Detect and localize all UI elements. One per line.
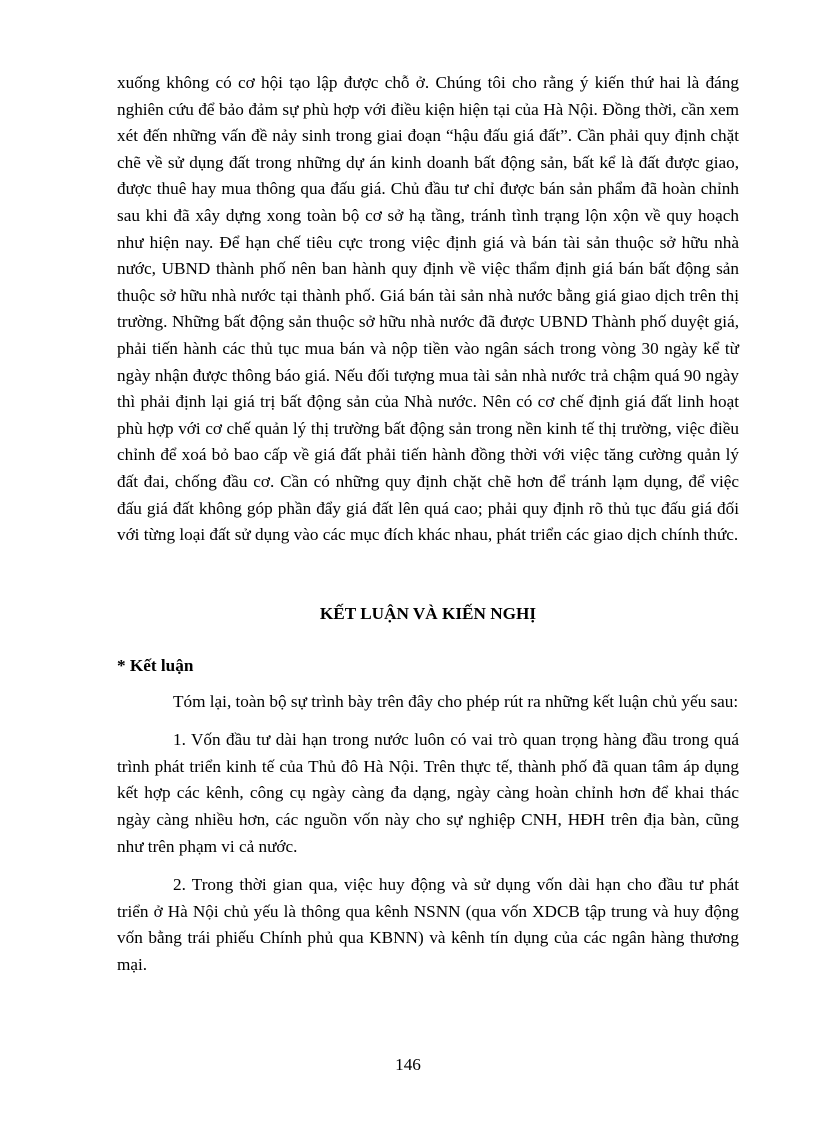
intro-paragraph: Tóm lại, toàn bộ sự trình bày trên đây cho phép rút ra những kết luận chủ yếu sau: (173, 691, 739, 711)
conclusion-item-2: 2. Trong thời gian qua, việc huy động và sử dụng vốn dài hạn cho đầu tư phát triển ở Hà Nội chủ yếu là thông qua kênh NSNN (qua vốn XDCB tập trung và huy động vốn bằng trái phiếu Chính phủ qua KBNN) và kênh tín dụng của các ngân hàng thương mại. (117, 875, 739, 975)
body-paragraph: xuống không có cơ hội tạo lập được chỗ ở. Chúng tôi cho rằng ý kiến thứ hai là đáng nghiên cứu để bảo đảm sự phù hợp với điều kiện hiện tại của Hà Nội. Đồng thời, cần xem xét đến những vấn đề nảy sinh trong giai đoạn “hậu đấu giá đất”. Cần phải quy định chặt chẽ về sử dụng đất trong những dự án kinh doanh bất động sản, bất kể là đất được giao, được thuê hay mua thông qua đấu giá. Chủ đầu tư chỉ được bán sản phẩm đã hoàn chỉnh sau khi đã xây dựng xong toàn bộ cơ sở hạ tầng, tránh tình trạng lộn xộn về quy hoạch như hiện nay. Để hạn chế tiêu cực trong việc định giá và bán tài sản thuộc sở hữu nhà nước, UBND thành phố nên ban hành quy định về việc thẩm định giá bán bất động sản thuộc sở hữu nhà nước tại thành phố. Giá bán tài sản nhà nước bằng giá giao dịch trên thị trường. Những bất động sản thuộc sở hữu nhà nước đã được UBND Thành phố duyệt giá, phải tiến hành các thủ tục mua bán và nộp tiền vào ngân sách trong vòng 30 ngày kể từ ngày nhận được thông báo giá. Nếu đối tượng mua tài sản nhà nước trả chậm quá 90 ngày thì phải định lại giá trị bất động sản của Nhà nước. Nên có cơ chế định giá đất linh hoạt phù hợp với cơ chế quản lý thị trường bất động sản trong nền kinh tế thị trường, việc điều chỉnh để xoá bỏ bao cấp về giá đất phải tiến hành đồng thời với việc tăng cường quản lý đất đai, chống đầu cơ. Cần có những quy định chặt chẽ hơn để tránh lạm dụng, để việc đấu giá đất không góp phần đẩy giá đất lên quá cao; phải quy định rõ thủ tục đấu giá đối với từng loại đất sử dụng vào các mục đích khác nhau, phát triển các giao dịch chính thức. (117, 73, 739, 545)
subheading: * Kết luận (117, 655, 194, 675)
conclusion-item-1: 1. Vốn đầu tư dài hạn trong nước luôn có vai trò quan trọng hàng đầu trong quá trình phát triển kinh tế của Thủ đô Hà Nội. Trên thực tế, thành phố đã quan tâm áp dụng kết hợp các kênh, công cụ ngày càng đa dạng, ngày càng hoàn chỉnh hơn để khai thác ngày càng nhiều hơn, các nguồn vốn này cho sự nghiệp CNH, HĐH trên địa bàn, cũng như trên phạm vi cả nước. (117, 730, 739, 856)
document-page (117, 70, 739, 979)
page-number: 146 (395, 1055, 421, 1074)
section-heading: KẾT LUẬN VÀ KIẾN NGHỊ (319, 603, 537, 623)
